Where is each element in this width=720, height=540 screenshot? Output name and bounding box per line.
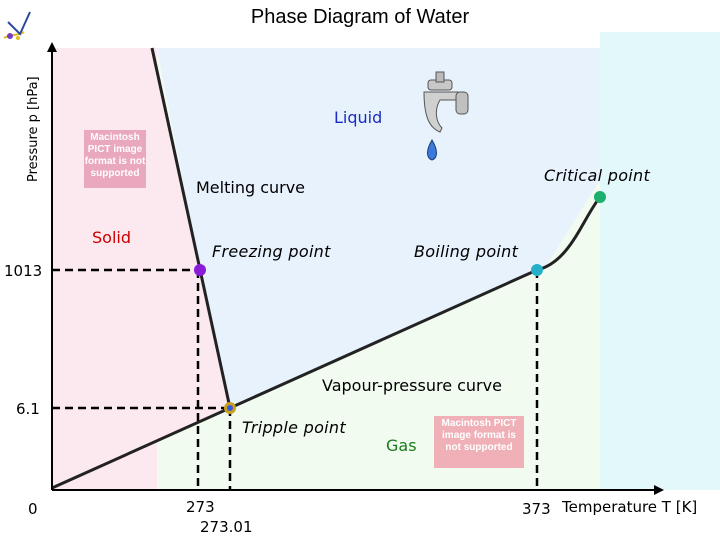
y-axis-arrow	[47, 42, 57, 52]
freezing-point-label: Freezing point	[212, 242, 331, 261]
gas-label: Gas	[386, 436, 417, 455]
vapour-pressure-curve-label: Vapour-pressure curve	[322, 376, 502, 395]
supercritical-region	[600, 32, 720, 490]
y-tick-6-1: 6.1	[16, 400, 40, 418]
y-tick-0: 0	[28, 500, 38, 518]
pict-placeholder-text: Macintosh PICT image format is not supported	[84, 132, 146, 179]
freezing-point-marker	[194, 264, 206, 276]
x-axis-label: Temperature T [K]	[562, 498, 698, 516]
x-tick-273: 273	[186, 498, 215, 516]
y-tick-1013: 1013	[4, 262, 43, 280]
pict-placeholder-text: Macintosh PICT image format is not supported	[441, 418, 517, 453]
pict-placeholder-gas	[434, 416, 524, 468]
boiling-point-label: Boiling point	[414, 242, 519, 261]
triple-point-label: Tripple point	[242, 418, 346, 437]
y-axis-label: Pressure p [hPa]	[26, 76, 41, 182]
liquid-label: Liquid	[334, 108, 383, 127]
pict-placeholder-solid	[84, 130, 146, 188]
x-tick-273-01: 273.01	[200, 518, 253, 536]
critical-point-label: Critical point	[544, 166, 651, 185]
page-title: Phase Diagram of Water	[250, 6, 470, 28]
critical-point-marker	[594, 191, 606, 203]
boiling-point-marker	[531, 264, 543, 276]
triple-point-marker-inner	[227, 405, 233, 411]
x-tick-373: 373	[522, 500, 551, 518]
melting-curve-label: Melting curve	[196, 178, 306, 197]
solid-label: Solid	[92, 228, 131, 247]
